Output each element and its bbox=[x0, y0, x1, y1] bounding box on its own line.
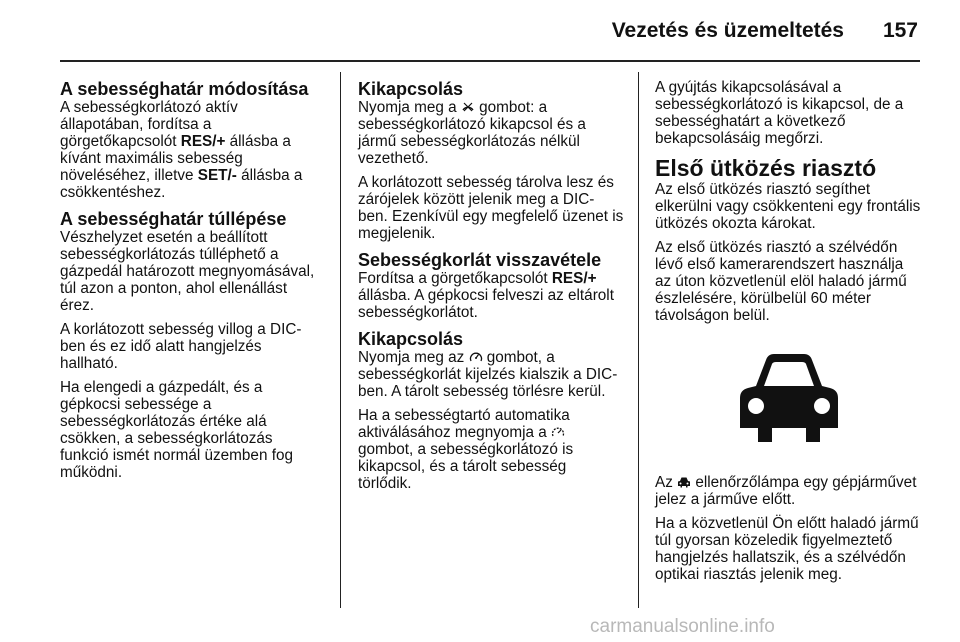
text-run: állásba. A gépkocsi felveszi az eltárolt sebességkorlátot. bbox=[358, 287, 614, 321]
section-heading: Sebességkorlát visszavétele bbox=[358, 250, 602, 270]
paragraph bbox=[358, 349, 624, 400]
paragraph: Ha elengedi a gázpedált, és a gépkocsi sebessége a sebességkorlátozás értéke alá csökken, a sebességkorlátozás funkció ismét normál üzemben fog működni. bbox=[60, 379, 293, 481]
column-2 bbox=[358, 79, 624, 499]
paragraph bbox=[655, 474, 923, 508]
paragraph bbox=[60, 99, 322, 201]
column-1 bbox=[60, 79, 322, 488]
paragraph: Az első ütközés riasztó segíthet elkerülni vagy csökkenteni egy frontális ütközés okozta károkat. bbox=[655, 181, 921, 232]
section-heading: Első ütközés riasztó bbox=[655, 155, 877, 181]
cruise-control-icon bbox=[551, 426, 565, 438]
text-run: gombot, a sebességkorlát kijelzés kialszik a DIC-ben. A tárolt sebesség törlésre kerül. bbox=[358, 349, 618, 400]
vehicle-ahead-figure bbox=[655, 338, 923, 458]
text-run: állásba a csökkentéshez. bbox=[60, 167, 303, 201]
cruise-cancel-icon bbox=[461, 101, 475, 113]
text-run: Fordítsa a görgetőkapcsolót bbox=[358, 270, 552, 287]
paragraph: Vészhelyzet esetén a beállított sebességkorlátozás túlléphető a gázpedál határozott megnyomásával, túl azon a ponton, ahol ellenállást érez. bbox=[60, 229, 315, 314]
paragraph bbox=[358, 407, 624, 492]
page-header bbox=[0, 0, 960, 62]
column-3 bbox=[655, 79, 923, 590]
paragraph bbox=[358, 270, 624, 321]
control-label: RES/+ bbox=[551, 270, 597, 287]
header-title: Vezetés és üzemeltetés bbox=[611, 19, 844, 42]
paragraph: Az első ütközés riasztó a szélvédőn lévő első kamerarendszert használja az úton közvetlenül elöl haladó jármű észlelésére, körülbelül 60 méter távolságon belül. bbox=[655, 239, 907, 324]
paragraph: A korlátozott sebesség villog a DIC-ben és ez idő alatt hangjelzés hallható. bbox=[60, 321, 302, 372]
paragraph bbox=[358, 99, 624, 167]
page-number: 157 bbox=[882, 19, 918, 42]
vehicle-ahead-icon bbox=[734, 350, 844, 446]
text-run: A sebességkorlátozó aktív állapotában, fordítsa a görgetőkapcsolót bbox=[60, 99, 238, 150]
paragraph: Ha a közvetlenül Ön előtt haladó jármű túl gyorsan közeledik figyelmeztető hangjelzés hallatszik, és a szélvédőn optikai riasztás jelenik meg. bbox=[655, 515, 919, 583]
paragraph: A gyújtás kikapcsolásával a sebességkorlátozó is kikapcsol, de a sebességhatárt a következő bekapcsolásáig megőrzi. bbox=[655, 79, 904, 147]
speed-limiter-icon bbox=[469, 351, 483, 363]
column-divider bbox=[638, 72, 639, 608]
vehicle-ahead-icon bbox=[677, 476, 691, 488]
control-label: RES/+ bbox=[180, 133, 226, 150]
header-rule bbox=[60, 60, 920, 62]
section-heading: Kikapcsolás bbox=[358, 79, 464, 99]
text-run: gombot: a sebességkorlátozó kikapcsol és a jármű sebességkorlátozás nélkül vezethető. bbox=[358, 99, 586, 167]
control-label: SET/- bbox=[197, 167, 237, 184]
watermark: carmanualsonline.info bbox=[590, 616, 775, 637]
paragraph: A korlátozott sebesség tárolva lesz és zárójelek között jelenik meg a DIC-ben. Ezenkívül egy megfelelő üzenet is megjelenik. bbox=[358, 174, 624, 242]
text-run: ellenőrzőlámpa egy gépjárművet jelez a járműve előtt. bbox=[655, 474, 917, 508]
section-heading: A sebességhatár túllépése bbox=[60, 209, 287, 229]
text-run: Nyomja meg az bbox=[358, 349, 469, 366]
text-run: állásba a kívánt maximális sebesség növeléséhez, illetve bbox=[60, 133, 291, 184]
text-run: gombot, a sebességkorlátozó is kikapcsol, és a tárolt sebesség törlődik. bbox=[358, 441, 574, 492]
text-run: Ha a sebességtartó automatika aktiválásához megnyomja a bbox=[358, 407, 570, 441]
column-divider bbox=[340, 72, 341, 608]
text-run: Az bbox=[655, 474, 678, 491]
section-heading: Kikapcsolás bbox=[358, 329, 464, 349]
section-heading: A sebességhatár módosítása bbox=[60, 79, 309, 99]
text-run: Nyomja meg a bbox=[358, 99, 461, 116]
